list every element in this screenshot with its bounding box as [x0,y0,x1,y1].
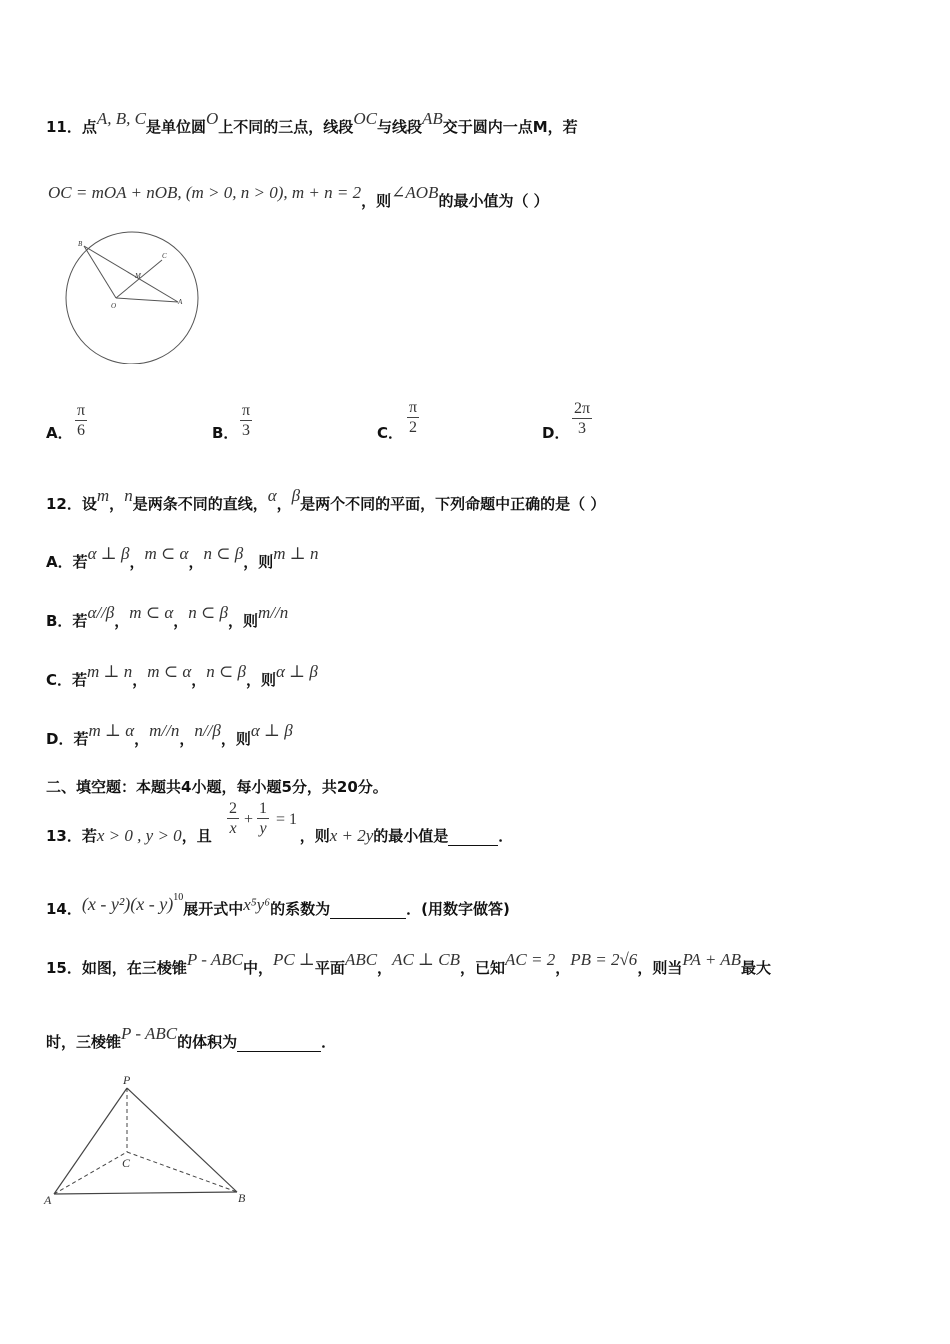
frac-den: 3 [572,418,592,439]
q14-text: 展开式中 [183,900,244,918]
comma: ， [132,671,148,689]
q12-number: 12． [46,495,82,513]
comma: ， [129,553,145,571]
q13-text: ． [498,827,514,845]
q12-option-a[interactable] [46,544,319,572]
q15-text: 如图，在三棱锥 [81,959,187,977]
q12-math: n [124,486,133,505]
option-label: C． [377,424,404,442]
comma: ， [191,671,207,689]
q15-label-a: A [44,1193,52,1207]
q11-option-c[interactable] [377,422,403,443]
q15-math: P - ABC [186,950,243,969]
q15-math: PC ⊥ [272,950,315,969]
q15-text: ， [377,959,393,977]
cond-3: n//β [194,721,221,740]
q13-text: ，且 [181,827,212,845]
then-text: ，则 [243,553,274,571]
q12-option-b[interactable] [46,603,289,631]
q11-circle-figure [48,228,216,364]
q15-text: 平面 [314,959,345,977]
q15-text: ，已知 [460,959,506,977]
q13-plus: + [244,811,254,828]
q11-text: 是单位圆 [146,118,207,136]
frac-num: 1 [259,800,267,817]
option-label: D．若 [46,730,89,748]
q11-line1 [46,109,578,137]
q11-label-c: C [162,252,167,260]
q11-text: 交于圆内一点M，若 [442,118,578,136]
q15-text: 的体积为 [177,1033,238,1051]
q11-label-o: O [111,302,117,310]
frac-num: π [409,399,418,416]
q14-expression: (x - y²)(x - y) [81,894,174,914]
q11-option-c-frac [407,399,419,438]
q15-text: 中， [242,959,273,977]
q15-text: ． [321,1033,337,1051]
q15-line2 [46,1024,337,1052]
cond-1: α//β [87,603,115,622]
q14-math: x⁵y⁶ [243,895,271,914]
q12-text: ， [109,495,125,513]
cond-1: m ⊥ n [87,662,133,681]
frac-num: 2π [574,400,591,417]
q11-option-b-frac [240,402,252,441]
frac-num: 2 [229,800,237,817]
q14-answer-blank[interactable] [330,904,406,919]
q13-answer-blank[interactable] [448,831,498,846]
q15-label-b: B [238,1191,246,1205]
q13-frac-1 [227,800,239,839]
frac-den: y [257,818,269,839]
q11-option-a[interactable] [46,422,73,443]
q15-line1 [46,950,772,978]
cond-2: m//n [149,721,180,740]
cond-3: n ⊂ β [206,662,246,681]
q13-number: 13． [46,827,82,845]
cond-3: n ⊂ β [188,603,228,622]
q12-math: m [96,486,110,505]
q11-text: 上不同的三点，线段 [218,118,354,136]
cond-3: n ⊂ β [203,544,244,563]
q11-text: 与线段 [376,118,422,136]
cond-1: m ⊥ α [88,721,135,740]
comma: ， [179,730,195,748]
section2-title: 二、填空题：本题共4小题，每小题5分，共20分。 [46,778,388,796]
q15-text: ， [555,959,571,977]
result: α ⊥ β [276,662,318,681]
cond-2: m ⊂ α [147,662,192,681]
q11-math: AB [421,109,443,128]
q11-math: OC [353,109,377,128]
option-label: C．若 [46,671,88,689]
q13-frac-2 [257,800,269,839]
frac-den: 3 [240,420,252,441]
q14-line [46,892,510,919]
result: α ⊥ β [250,721,293,740]
q13-text: ，则 [299,827,330,845]
q15-text: 最大 [741,959,772,977]
option-label: A．若 [46,553,88,571]
q11-equation: OC = mOA + nOB, (m > 0, n > 0), m + n = 2 [48,183,362,202]
frac-num: π [242,402,251,419]
then-text: ，则 [220,730,251,748]
comma: ， [173,612,189,630]
q15-pyramid-figure [40,1068,260,1210]
q12-text: 是两个不同的平面，下列命题中正确的是（ ） [300,495,606,513]
q14-text: ．(用数字做答) [406,900,510,918]
comma: ， [134,730,150,748]
q15-math: AC ⊥ CB [392,950,460,969]
frac-num: π [77,402,86,419]
then-text: ，则 [227,612,258,630]
q11-option-d[interactable] [542,422,569,443]
option-label: A． [46,424,73,442]
q11-label-a: A [178,298,183,306]
q15-text: 时，三棱锥 [46,1033,122,1051]
q13-equals: = 1 [276,811,298,828]
q15-label-c: C [122,1156,131,1170]
frac-den: 2 [407,417,419,438]
q12-stem [46,486,606,514]
result: m//n [258,603,289,622]
q11-number: 11． [46,118,82,136]
q13-math: x + 2y [329,826,374,845]
then-text: ，则 [245,671,276,689]
comma: ， [114,612,130,630]
option-label: B． [212,424,239,442]
q11-text: 的最小值为（ ） [438,192,549,210]
q14-text: 的系数为 [270,900,331,918]
cond-2: m ⊂ α [129,603,174,622]
q11-label-b: B [78,240,83,248]
q15-math: PA + AB [682,950,742,969]
q11-math: O [206,109,219,128]
q12-option-d[interactable] [46,721,293,749]
cond-2: m ⊂ α [144,544,189,563]
q11-text: ，则 [361,192,392,210]
q15-math: AC = 2 [505,950,556,969]
q12-option-c[interactable] [46,662,318,690]
q11-math: ∠AOB [391,183,439,202]
frac-den: 6 [75,420,87,441]
cond-1: α ⊥ β [87,544,130,563]
q11-option-d-frac [572,400,592,439]
q11-label-m: M [135,272,141,280]
q14-number: 14． [46,900,82,918]
q15-number: 15． [46,959,82,977]
q15-label-p: P [123,1073,131,1087]
q15-math: ABC [344,950,378,969]
q13-text: 的最小值是 [373,827,449,845]
q15-math: P - ABC [121,1024,178,1043]
frac-den: x [227,818,239,839]
q15-math: PB = 2√6 [570,950,638,969]
option-label: B．若 [46,612,88,630]
q13-math: x > 0 , y > 0 [96,826,182,845]
q12-text: 是两条不同的直线， [132,495,268,513]
q12-math: α [267,486,277,505]
q11-line2 [48,183,549,211]
q12-math: β [291,486,301,505]
q12-text: ， [276,495,292,513]
q11-option-a-frac [75,402,87,441]
q15-text: ，则当 [637,959,683,977]
q12-text: 设 [81,495,97,513]
q11-text: 点 [81,118,97,136]
result: m ⊥ n [273,544,319,563]
comma: ， [188,553,204,571]
q11-math: A, B, C [96,109,146,128]
q15-answer-blank[interactable] [237,1037,321,1052]
q14-exponent: 10 [173,892,184,903]
option-label: D． [542,424,570,442]
q13-text: 若 [81,827,97,845]
q11-option-b[interactable] [212,422,238,443]
